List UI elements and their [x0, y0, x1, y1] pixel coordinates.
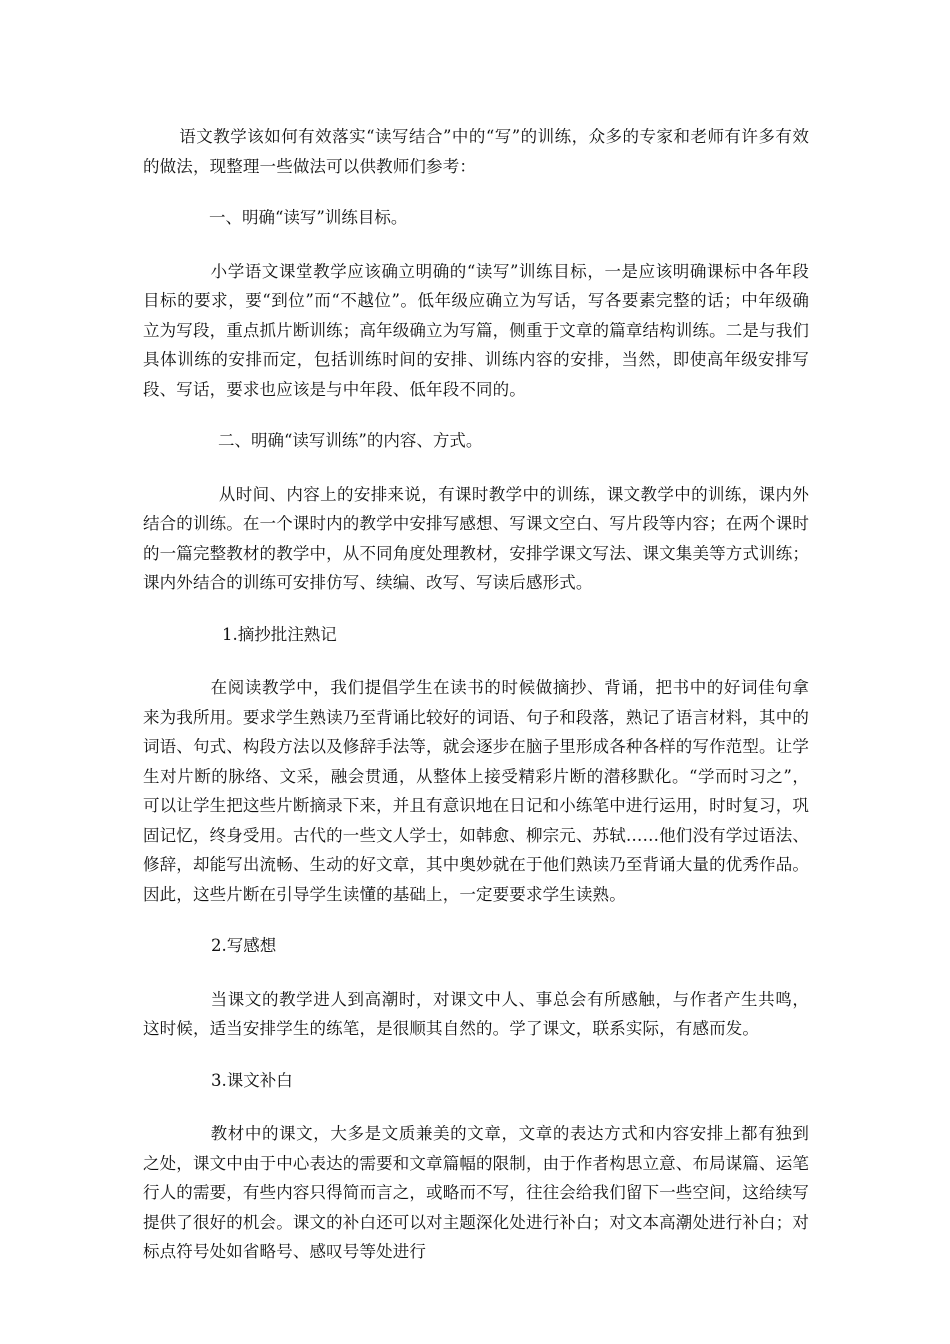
intro-paragraph: 语文教学该如何有效落实“读写结合”中的“写”的训练，众多的专家和老师有许多有效的做法，现整理一些做法可以供教师们参考： [143, 127, 809, 176]
item3-paragraph: 教材中的课文，大多是文质兼美的文章，文章的表达方式和内容安排上都有独到之处，课文中由于中心表达的需要和文章篇幅的限制，由于作者构思立意、布局谋篇、运笔行人的需要，有些内容只得简而言之，或略而不写，往往会给我们留下一些空间，这给续写提供了很好的机会。课文的补白还可以对主题深化处进行补白；对文本高潮处进行补白；对标点符号处如省略号、感叹号等处进行 [143, 1124, 809, 1261]
section2-paragraph: 从时间、内容上的安排来说，有课时教学中的训练，课文教学中的训练，课内外结合的训练。在一个课时内的教学中安排写感想、写课文空白、写片段等内容；在两个课时的一篇完整教材的教学中，从不同角度处理教材，安排学课文写法、课文集美等方式训练；课内外结合的训练可安排仿写、续编、改写、写读后感形式。 [143, 484, 809, 592]
section1-heading: 一、明确“读写”训练目标。 [209, 208, 408, 227]
section2-heading: 二、明确“读写训练”的内容、方式。 [218, 431, 483, 450]
item1-heading: 1.摘抄批注熟记 [222, 624, 337, 644]
document-page [143, 122, 809, 1267]
item1-paragraph: 在阅读教学中，我们提倡学生在读书的时候做摘抄、背诵，把书中的好词佳句拿来为我所用。要求学生熟读乃至背诵比较好的词语、句子和段落，熟记了语言材料，其中的词语、句式、构段方法以及修辞手法等，就会逐步在脑子里形成各种各样的写作范型。让学生对片断的脉络、文采，融会贯通，从整体上接受精彩片断的潜移默化。“学而时习之”，可以让学生把这些片断摘录下来，并且有意识地在日记和小练笔中进行运用，时时复习，巩固记忆，终身受用。古代的一些文人学士，如韩愈、柳宗元、苏轼……他们没有学过语法、修辞，却能写出流畅、生动的好文章，其中奥妙就在于他们熟读乃至背诵大量的优秀作品。因此，这些片断在引导学生读懂的基础上，一定要要求学生读熟。 [143, 678, 809, 904]
section1-paragraph: 小学语文课堂教学应该确立明确的“读写”训练目标，一是应该明确课标中各年段目标的要求，要“到位”而“不越位”。低年级应确立为写话，写各要素完整的话；中年级确立为写段，重点抓片断训练；高年级确立为写篇，侧重于文章的篇章结构训练。二是与我们具体训练的安排而定，包括训练时间的安排、训练内容的安排，当然，即使高年级安排写段、写话，要求也应该是与中年段、低年段不同的。 [143, 261, 809, 399]
item2-paragraph: 当课文的教学进人到高潮时，对课文中人、事总会有所感触，与作者产生共鸣，这时候，适当安排学生的练笔，是很顺其自然的。学了课文，联系实际，有感而发。 [143, 989, 809, 1038]
item3-heading: 3.课文补白 [211, 1070, 293, 1090]
item2-heading: 2.写感想 [211, 936, 277, 955]
